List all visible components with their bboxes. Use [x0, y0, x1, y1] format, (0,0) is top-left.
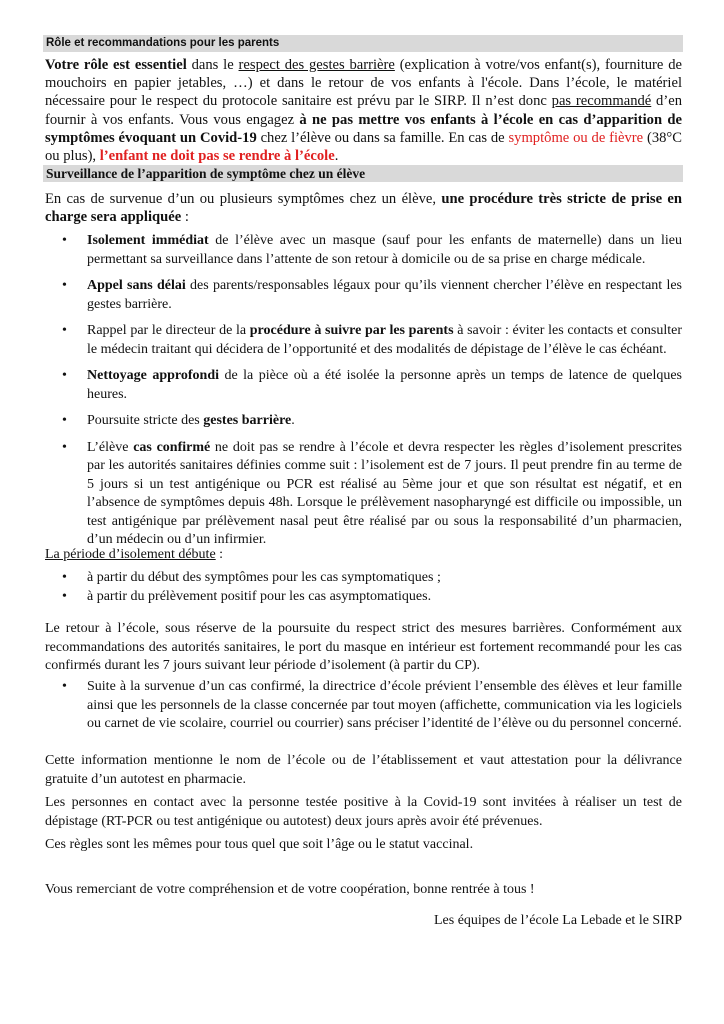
- surveillance-intro: [45, 190, 682, 226]
- text: de l’élève avec un masque (sauf pour les enfants de maternelle) dans un lieu permettant sa surveillance dans l’attente de son retour à domicile ou de sa prise en charge médicale.: [87, 233, 682, 267]
- parents-paragraph: [45, 56, 682, 165]
- section-header-surveillance: Surveillance de l’apparition de symptôme chez un élève: [43, 165, 683, 182]
- text: chez l’élève ou dans sa famille. En cas de: [256, 129, 509, 146]
- signature: Les équipes de l’école La Lebade et le SIRP: [433, 913, 682, 928]
- underlined-pas-recommande: pas recommandé: [551, 93, 652, 110]
- bold-term: procédure à suivre par les parents: [249, 323, 454, 338]
- text: L’élève: [87, 439, 134, 455]
- bullet-icon: •: [62, 233, 67, 248]
- list-item: [45, 439, 682, 550]
- list-item: [45, 232, 682, 269]
- red-bold-interdiction: l’enfant ne doit pas se rendre à l’école: [99, 148, 335, 165]
- text: à partir du prélèvement positif pour les cas asymptomatiques.: [87, 588, 432, 604]
- red-symptome: symptôme ou de fièvre: [508, 129, 644, 146]
- text: à partir du début des symptômes pour les cas symptomatiques ;: [87, 570, 441, 585]
- bold-term: cas confirmé: [133, 439, 211, 455]
- text: d’en fournir à vos enfants. Vous vous engagez: [45, 93, 682, 128]
- bullet-icon: •: [62, 413, 67, 428]
- text: ne doit pas se rendre à l’école et devra respecter les règles d’isolement prescrites par les autorités sanitaires définies comme suit : l’isolement est de 7 jours. Il peut prendre fin au terme de 5 jours si un test antigénique ou PCR est réalisé au 5ème jour et que son résultat est négatif, et en l’absence de symptômes depuis 48h. Lorsque le prélèvement nasopharyngé est difficile ou impossible, un test antigénique par prélèvement nasal peut être réalisé par ou sous la responsabilité d’un pharmacien, d’un médecin ou d’un infirmier.: [87, 439, 683, 547]
- text: (explication à votre/vos enfant(s), fourniture de mouchoirs en papier jetables, …) et dans le retour de vos enfants à l'école. Dans l’école, le matériel nécessaire pour le respect du protocole sanitaire est prévu par le SIRP. Il n’est donc: [45, 57, 682, 110]
- text: .: [291, 413, 295, 428]
- text: de la pièce où a été isolée la personne après un temps de latence de quelques heures.: [87, 368, 682, 402]
- section-header-parents: Rôle et recommandations pour les parents: [43, 35, 683, 52]
- contact-paragraph: Les personnes en contact avec la personne testée positive à la Covid-19 sont invitées à réaliser un test de dépistage (RT-PCR ou test antigénique ou autotest) deux jours après avoir été prévenues.: [45, 795, 682, 829]
- text: (38°C ou plus),: [45, 129, 682, 165]
- directrice-list: [45, 678, 682, 734]
- bullet-icon: •: [62, 570, 67, 585]
- list-item: [45, 678, 682, 734]
- bold-engagement: à ne pas mettre vos enfants à l’école en cas d’apparition de symptômes évoquant un Covid-19: [45, 111, 682, 146]
- bold-procedure: une procédure très stricte de prise en charge sera appliquée: [45, 191, 683, 225]
- text: :: [215, 547, 224, 562]
- text: En cas de survenue d’un ou plusieurs symptômes chez un élève,: [45, 191, 442, 207]
- text: dans le: [186, 57, 239, 73]
- text: à savoir : éviter les contacts et consulter le médecin traitant qui décidera de l’opportunité et des modalités de dépistage de l’élève le cas échéant.: [87, 323, 682, 357]
- underlined-gestes-barriere: respect des gestes barrière: [238, 57, 395, 73]
- text: des parents/responsables légaux pour qu’ils viennent chercher l’élève en respectant les gestes barrière.: [87, 278, 683, 312]
- bullet-icon: •: [62, 278, 67, 293]
- bold-term: Appel sans délai: [87, 278, 186, 293]
- bullet-icon: •: [62, 439, 67, 455]
- bold-term: Isolement immédiat: [87, 233, 209, 248]
- bullet-icon: •: [62, 588, 67, 604]
- text: Suite à la survenue d’un cas confirmé, la directrice d’école prévient l’ensemble des élèves et leur famille ainsi que les personnels de la classe concernée par tout moyen (affichette, communication via les logiciels ou carnet de vie scolaire, courriel ou courrier) sans préciser l’identité de l’élève ou du personnel concerné.: [87, 679, 682, 731]
- text: :: [181, 209, 189, 225]
- underlined-label: La période d’isolement débute: [45, 547, 216, 562]
- list-item: [45, 569, 682, 588]
- bullet-icon: •: [62, 323, 67, 338]
- attestation-paragraph: Cette information mentionne le nom de l’école ou de l’établissement et vaut attestation pour la délivrance gratuite d’un autotest en pharmacie.: [45, 753, 682, 787]
- list-item: [45, 322, 682, 359]
- procedure-list: [45, 232, 682, 550]
- isolation-list: [45, 569, 682, 606]
- bullet-icon: •: [62, 368, 67, 383]
- regles-paragraph: Ces règles sont les mêmes pour tous quel que soit l’âge ou le statut vaccinal.: [45, 837, 474, 852]
- bullet-icon: •: [62, 679, 67, 694]
- bold-term: Nettoyage approfondi: [87, 368, 219, 383]
- list-item: [45, 588, 682, 607]
- lead-bold: Votre rôle est essentiel: [45, 57, 187, 73]
- text: .: [334, 148, 339, 165]
- thanks-paragraph: Vous remerciant de votre compréhension et de votre coopération, bonne rentrée à tous !: [45, 882, 535, 897]
- list-item: [45, 277, 682, 314]
- list-item: [45, 367, 682, 404]
- isolation-label: [45, 546, 682, 565]
- retour-paragraph: Le retour à l’école, sous réserve de la poursuite du respect strict des mesures barrières. Conformément aux recommandations des autorités sanitaires, le port du masque en intérieur est fortement recommandé pour les cas confirmés durant les 7 jours suivant leur période d’isolement (à partir du CP).: [45, 621, 682, 673]
- text: Poursuite stricte des: [87, 413, 204, 428]
- text: Rappel par le directeur de la: [87, 323, 250, 338]
- bold-term: gestes barrière: [203, 413, 292, 428]
- list-item: [45, 412, 682, 431]
